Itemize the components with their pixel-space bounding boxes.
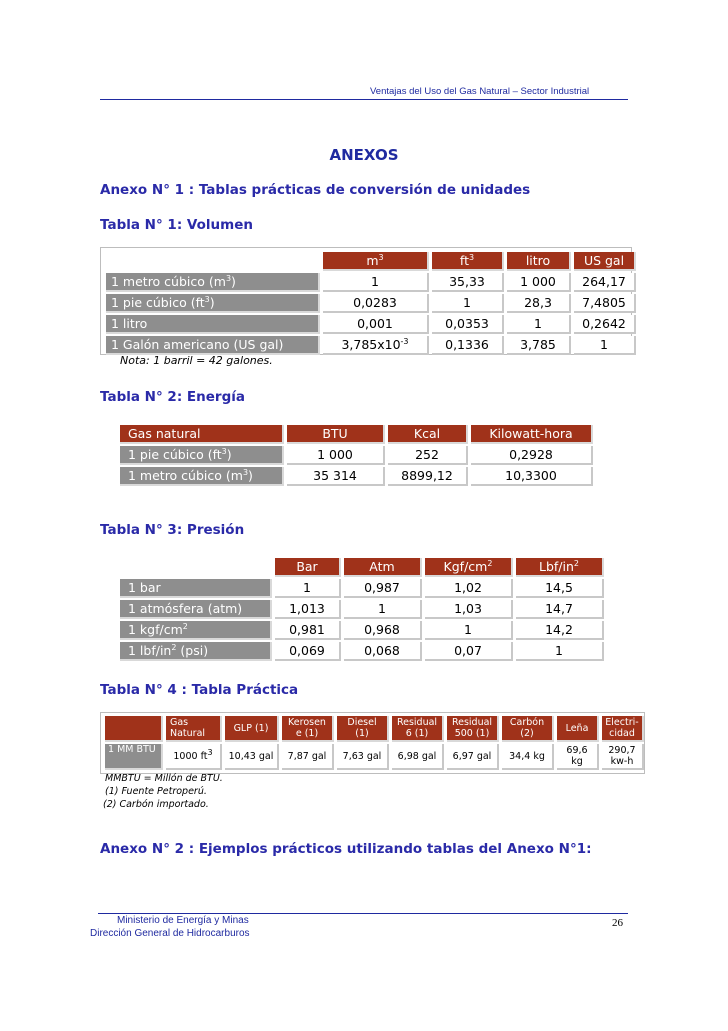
table3-cell: 1 [425, 621, 513, 640]
table4-cell: 10,43 gal [225, 744, 279, 770]
table2-cell: 10,3300 [471, 467, 593, 486]
table3-col: Lbf/$in^2$ [516, 558, 604, 577]
table1-heading: Tabla N° 1: Volumen [100, 217, 253, 233]
table4-cell: 34,4 kg [502, 744, 554, 770]
page-number: 26 [612, 917, 623, 929]
table3-cell: 0,968 [344, 621, 422, 640]
table3-cell: 1 [516, 642, 604, 661]
table1-cell: 28,3 [507, 294, 571, 313]
page-title: ANEXOS [329, 146, 399, 164]
table3-cell: 0,07 [425, 642, 513, 661]
table1-cell: 0,0353 [432, 315, 504, 334]
table3-row-label: 1 atmósfera (atm) [120, 600, 272, 619]
table3-cell: 14,2 [516, 621, 604, 640]
table1-cell: 3,785 [507, 336, 571, 355]
table4-col: Gas Natural [166, 716, 222, 742]
table1-cell: 0,0283 [323, 294, 429, 313]
table3-cell: 1 [275, 579, 341, 598]
table2-heading: Tabla N° 2: Energía [100, 389, 245, 405]
table2-cell: 35 314 [287, 467, 385, 486]
table4-col: Kerosen e (1) [282, 716, 334, 742]
table1-cell: $3,785x10^{-3}$ [323, 336, 429, 355]
table1-row-label: 1 pie cúbico $(ft^3)$ [106, 294, 320, 313]
table3-row-label: 1 bar [120, 579, 272, 598]
table1-note: Nota: 1 barril = 42 galones. [120, 354, 273, 367]
table1-col: US gal [574, 252, 636, 271]
table3-cell: 14,5 [516, 579, 604, 598]
table3-heading: Tabla N° 3: Presión [100, 522, 245, 538]
table4-cell: 7,87 gal [282, 744, 334, 770]
table3-cell: 1,013 [275, 600, 341, 619]
table1-volume [103, 250, 639, 357]
table3-row-label: 1 lbf/$in^2$ (psi) [120, 642, 272, 661]
table2-cell: 252 [388, 446, 468, 465]
table4-cell: 69,6 kg [557, 744, 599, 770]
table1-cell: 1 [574, 336, 636, 355]
table1-col: $m^3$ [323, 252, 429, 271]
table1-col: litro [507, 252, 571, 271]
table1-cell: 264,17 [574, 273, 636, 292]
table4-footnote: (2) Carbón importado. [103, 799, 209, 810]
table1-row-label: 1 Galón americano (US gal) [106, 336, 320, 355]
table4-cell: 6,97 gal [447, 744, 499, 770]
table2-row-label: 1 pie cúbico $(ft^3)$ [120, 446, 284, 465]
table4-cell: 290,7 kw-h [602, 744, 644, 770]
table1-cell: 1 000 [507, 273, 571, 292]
table4-col: Carbón (2) [502, 716, 554, 742]
table3-pressure [117, 556, 607, 663]
table3-cell: 14,7 [516, 600, 604, 619]
table3-cell: 1 [344, 600, 422, 619]
table4-practical [102, 714, 647, 772]
table4-col: GLP (1) [225, 716, 279, 742]
table2-cell: 8899,12 [388, 467, 468, 486]
table2-col: BTU [287, 425, 385, 444]
table4-cell: 1000 $ft^3$ [166, 744, 222, 770]
table3-cell: 0,068 [344, 642, 422, 661]
annex1-heading: Anexo N° 1 : Tablas prácticas de conversión de unidades [100, 182, 531, 198]
table1-cell: 35,33 [432, 273, 504, 292]
table4-col: Electri- cidad [602, 716, 644, 742]
table4-col: Residual 6 (1) [392, 716, 444, 742]
table3-cell: 0,981 [275, 621, 341, 640]
table4-footnote: MMBTU = Millón de BTU. [105, 773, 223, 784]
table1-cell: 0,001 [323, 315, 429, 334]
table3-col: Kgf/$cm^2$ [425, 558, 513, 577]
table3-cell: 1,02 [425, 579, 513, 598]
table1-cell: 0,2642 [574, 315, 636, 334]
table1-col: $ft^3$ [432, 252, 504, 271]
footer-directorate: Dirección General de Hidrocarburos [90, 928, 250, 939]
table1-cell: 1 [507, 315, 571, 334]
table2-energy [117, 423, 596, 488]
header-rule [100, 99, 628, 100]
table2-col: Kilowatt-hora [471, 425, 593, 444]
table3-cell: 0,069 [275, 642, 341, 661]
table2-col: Gas natural [120, 425, 284, 444]
table1-cell: 1 [323, 273, 429, 292]
footer-rule [98, 913, 628, 914]
table2-row-label: 1 metro cúbico $(m^3)$ [120, 467, 284, 486]
running-header: Ventajas del Uso del Gas Natural – Sector Industrial [370, 86, 590, 97]
table4-heading: Tabla N° 4 : Tabla Práctica [100, 682, 299, 698]
table4-col: Diesel (1) [337, 716, 389, 742]
table2-col: Kcal [388, 425, 468, 444]
footer-ministry: Ministerio de Energía y Minas [117, 915, 249, 926]
table3-col: Bar [275, 558, 341, 577]
table2-cell: 0,2928 [471, 446, 593, 465]
table4-row-label: 1 MM BTU [105, 744, 163, 770]
table3-row-label: 1 kgf/$cm^2$ [120, 621, 272, 640]
annex2-heading: Anexo N° 2 : Ejemplos prácticos utilizando tablas del Anexo N°1: [100, 841, 592, 857]
table4-footnote: (1) Fuente Petroperú. [105, 786, 207, 797]
table1-row-label: 1 litro [106, 315, 320, 334]
table1-cell: 0,1336 [432, 336, 504, 355]
table4-cell: 6,98 gal [392, 744, 444, 770]
table1-row-label: 1 metro cúbico $(m^3)$ [106, 273, 320, 292]
table3-cell: 1,03 [425, 600, 513, 619]
table4-cell: 7,63 gal [337, 744, 389, 770]
table3-col: Atm [344, 558, 422, 577]
table4-col: Leña [557, 716, 599, 742]
table3-cell: 0,987 [344, 579, 422, 598]
table4-col: Residual 500 (1) [447, 716, 499, 742]
table1-cell: 7,4805 [574, 294, 636, 313]
table1-cell: 1 [432, 294, 504, 313]
table2-cell: 1 000 [287, 446, 385, 465]
